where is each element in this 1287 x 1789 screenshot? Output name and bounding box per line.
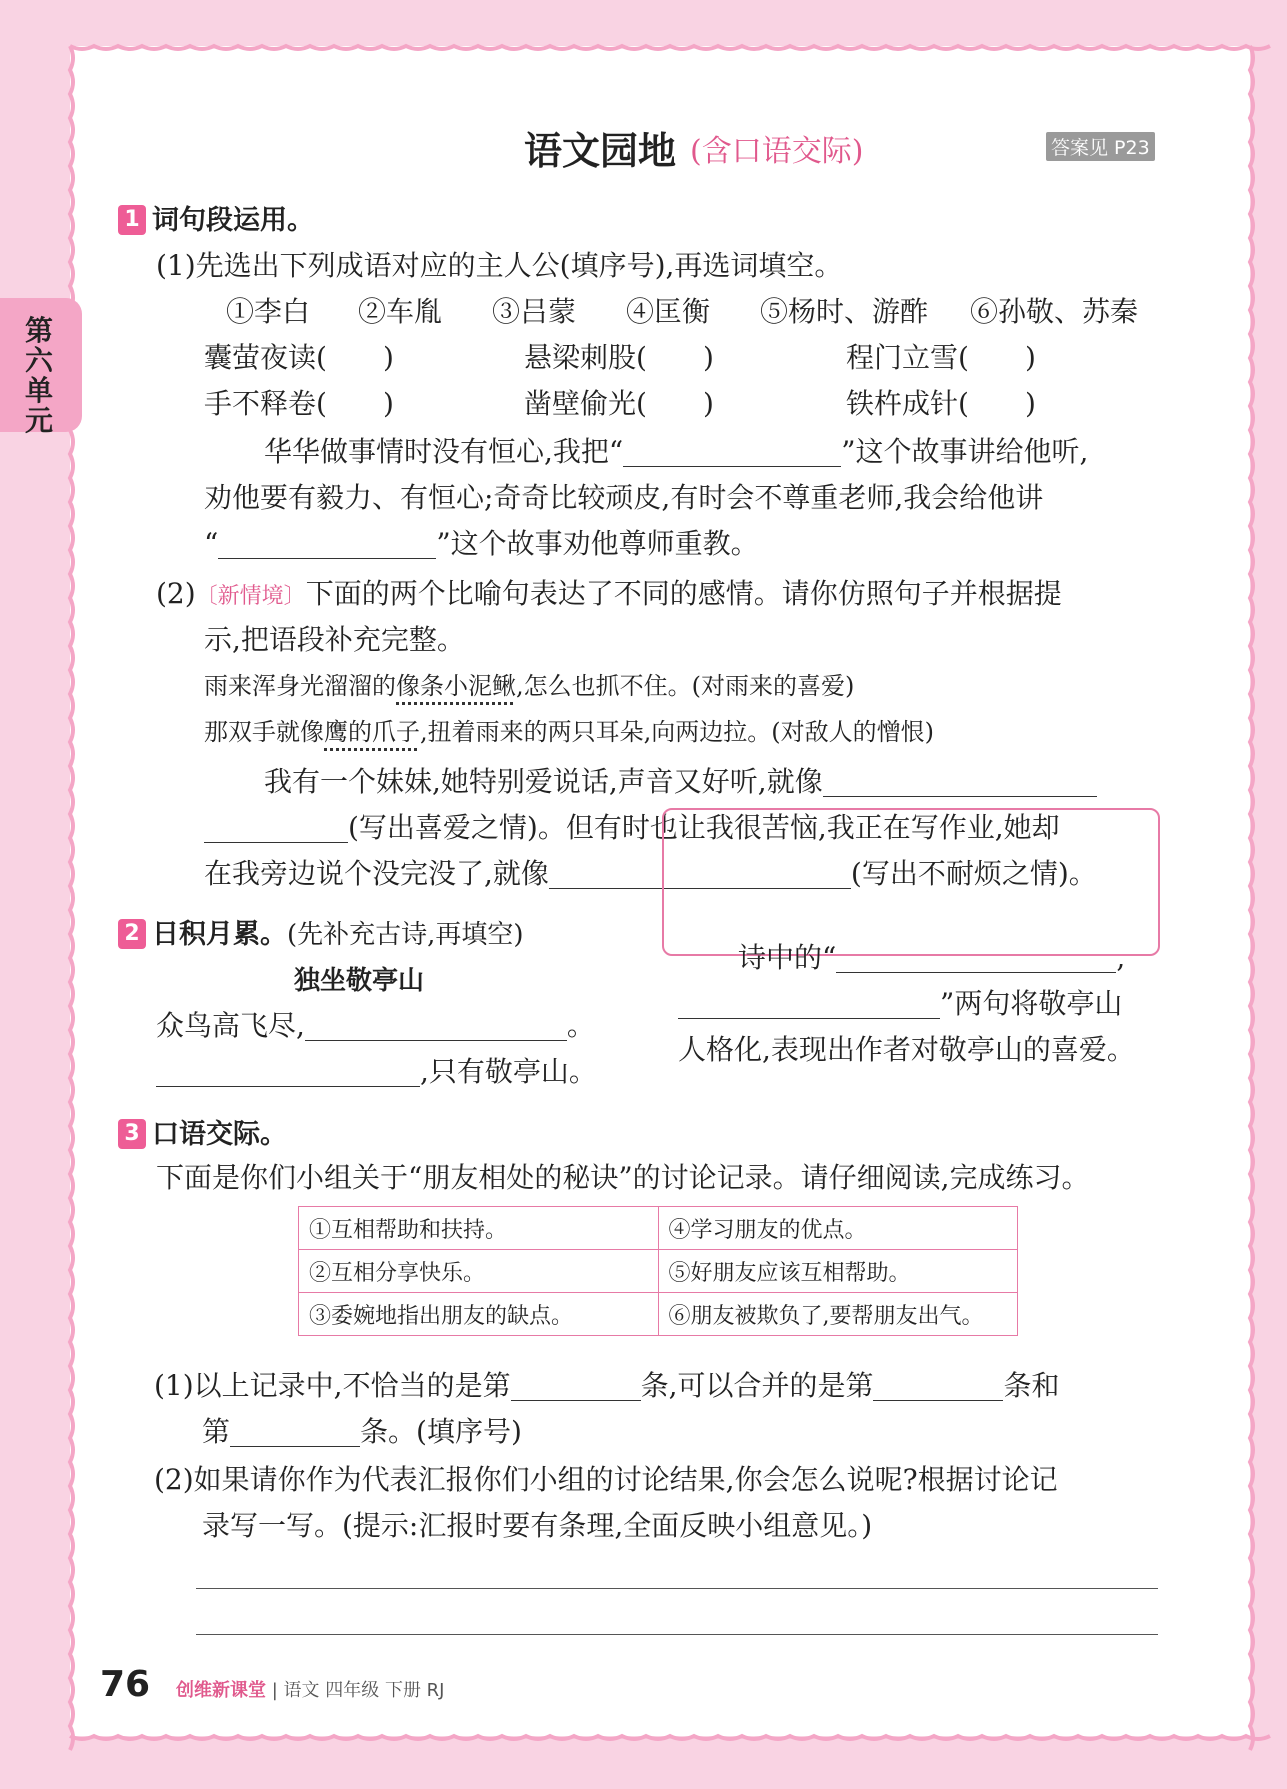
option-6: ⑥孙敬、苏秦: [970, 295, 1139, 328]
answer-paren[interactable]: ( ): [958, 387, 1036, 420]
text-fragment: 那双手就像: [204, 718, 324, 746]
idiom-text: 囊萤夜读: [204, 341, 317, 374]
text-fragment: “: [204, 527, 219, 560]
example-sentence-2: [204, 714, 934, 750]
idiom-row-item: [204, 384, 394, 424]
q3-1-line-1: [154, 1366, 1060, 1406]
section-1-number: 1: [118, 205, 146, 235]
fill-blank[interactable]: [836, 942, 1116, 973]
paragraph-a-line-3: [204, 524, 759, 564]
option-2: ②车胤: [358, 295, 443, 328]
fill-blank[interactable]: [230, 1416, 360, 1447]
poem-question-box: [662, 808, 1160, 956]
option-1: ①李白: [226, 295, 311, 328]
text-fragment: 。: [566, 1009, 595, 1042]
new-context-tag: 〔新情境〕: [195, 584, 306, 609]
poem-box-line-2: [678, 984, 1122, 1024]
paragraph-a-line-2: 劝他要有毅力、有恒心;奇奇比较顽皮,有时会不尊重老师,我会给他讲: [204, 481, 1044, 514]
idiom-text: 程门立雪: [846, 341, 959, 374]
idiom-text: 悬梁刺股: [524, 341, 637, 374]
idiom-row-item: [204, 338, 394, 378]
fill-blank[interactable]: [623, 436, 841, 467]
fill-blank[interactable]: [156, 1056, 420, 1087]
table-row: [299, 1207, 1018, 1250]
option-5: ⑤杨时、游酢: [760, 295, 929, 328]
q3-1-line-2: [202, 1412, 522, 1452]
fill-blank[interactable]: [678, 988, 940, 1019]
table-cell: ③委婉地指出朋友的缺点。: [299, 1293, 659, 1336]
poem-box-line-1: [738, 938, 1125, 978]
page-number: 76: [100, 1664, 151, 1705]
answer-paren[interactable]: ( ): [316, 387, 394, 420]
q1-2-prompt-cont: 示,把语段补充完整。: [204, 623, 465, 656]
table-cell: ⑤好朋友应该互相帮助。: [658, 1250, 1018, 1293]
fill-blank[interactable]: [218, 528, 436, 559]
discussion-record-table: [298, 1206, 1018, 1336]
text-fragment: 下面的两个比喻句表达了不同的感情。请你仿照句子并根据提: [305, 577, 1062, 610]
q1-1-prompt: (1)先选出下列成语对应的主人公(填序号),再选词填空。: [156, 249, 843, 282]
text-fragment: (1)以上记录中,不恰当的是第: [154, 1369, 511, 1402]
text-fragment: 条,可以合并的是第: [640, 1369, 874, 1402]
footer-brand: 创维新课堂: [176, 1680, 266, 1701]
poem-title: 独坐敬亭山: [294, 966, 425, 996]
page-subtitle: (含口语交际): [690, 134, 864, 169]
table-row: [299, 1250, 1018, 1293]
footer-info: 创维新课堂 | 语文 四年级 下册 RJ: [176, 1680, 445, 1701]
text-fragment: 条。(填序号): [360, 1415, 522, 1448]
table-row: [299, 1293, 1018, 1336]
answer-paren[interactable]: ( ): [958, 341, 1036, 374]
text-fragment: 华华做事情时没有恒心,我把“: [264, 435, 624, 468]
fill-blank[interactable]: [305, 1010, 567, 1041]
idiom-text: 凿壁偷光: [524, 387, 637, 420]
idiom-text: 铁杵成针: [846, 387, 959, 420]
dotted-phrase: 鹰的爪子: [324, 718, 420, 746]
text-fragment: ,扭着雨来的两只耳朵,向两边拉。(对敌人的憎恨): [420, 718, 934, 746]
option-4: ④匡衡: [626, 295, 711, 328]
section-1-title: 词句段运用。: [152, 205, 314, 236]
text-fragment: ,只有敬亭山。: [420, 1055, 597, 1088]
section-2-note: (先补充古诗,再填空): [287, 920, 524, 950]
poem-line-1: [156, 1006, 595, 1046]
section-2-heading: [118, 912, 524, 951]
q1-2-prompt: [156, 574, 1062, 617]
text-fragment: ,: [1116, 941, 1126, 974]
unit-label: 第六单元: [24, 314, 53, 437]
text-fragment: ”这个故事讲给他听,: [841, 435, 1089, 468]
page-title: 语文园地: [524, 129, 677, 173]
text-fragment: 雨来浑身光溜溜的: [204, 672, 396, 700]
fill-blank[interactable]: [204, 812, 348, 843]
text-fragment: ”两句将敬亭山: [940, 987, 1123, 1020]
unit-side-tab: [0, 298, 82, 437]
answer-reference-badge: 答案见 P23: [1046, 132, 1155, 161]
question-number: (2): [156, 577, 196, 610]
dotted-phrase: 像条小泥鳅: [396, 672, 516, 700]
text-fragment: 第: [202, 1415, 231, 1448]
q3-2-line-2: 录写一写。(提示:汇报时要有条理,全面反映小组意见。): [202, 1509, 873, 1542]
text-fragment: 在我旁边说个没完没了,就像: [204, 857, 549, 890]
text-fragment: 我有一个妹妹,她特别爱说话,声音又好听,就像: [264, 765, 823, 798]
answer-paren[interactable]: ( ): [316, 341, 394, 374]
table-cell: ⑥朋友被欺负了,要帮朋友出气。: [658, 1293, 1018, 1336]
poem-line-2: [156, 1052, 597, 1092]
text-fragment: (写出喜爱之情)。但有时也让我很苦恼,我正在写作业,她却: [348, 811, 1060, 844]
section-3-number: 3: [118, 1119, 146, 1149]
idiom-text: 手不释卷: [204, 387, 317, 420]
idiom-row-item: [846, 384, 1036, 424]
text-fragment: 众鸟高飞尽,: [156, 1009, 305, 1042]
text-fragment: 诗中的“: [738, 941, 837, 974]
fill-blank[interactable]: [823, 766, 1097, 797]
table-cell: ②互相分享快乐。: [299, 1250, 659, 1293]
text-fragment: ”这个故事劝他尊师重教。: [436, 527, 759, 560]
writing-line[interactable]: [196, 1634, 1158, 1635]
answer-paren[interactable]: ( ): [636, 341, 714, 374]
table-cell: ①互相帮助和扶持。: [299, 1207, 659, 1250]
paragraph-b-line-1: [264, 762, 1097, 802]
section-2-number: 2: [118, 919, 146, 949]
poem-box-line-3: 人格化,表现出作者对敬亭山的喜爱。: [678, 1033, 1135, 1066]
text-fragment: ,怎么也抓不住。(对雨来的喜爱): [516, 672, 855, 700]
example-sentence-1: [204, 668, 854, 704]
footer-text: 语文 四年级 下册 RJ: [283, 1680, 445, 1701]
q3-2-line-1: (2)如果请你作为代表汇报你们小组的讨论结果,你会怎么说呢?根据讨论记: [154, 1463, 1058, 1496]
writing-line[interactable]: [196, 1588, 1158, 1589]
section-3-heading: [118, 1112, 287, 1151]
option-3: ③吕蒙: [492, 295, 577, 328]
text-fragment: (写出不耐烦之情)。: [850, 857, 1097, 890]
table-cell: ④学习朋友的优点。: [658, 1207, 1018, 1250]
section-3-intro: 下面是你们小组关于“朋友相处的秘诀”的讨论记录。请仔细阅读,完成练习。: [156, 1161, 1090, 1194]
idiom-row-item: [524, 338, 714, 378]
section-3-title: 口语交际。: [152, 1119, 287, 1150]
text-fragment: 条和: [1003, 1369, 1060, 1402]
section-1-heading: [118, 198, 314, 237]
fill-blank[interactable]: [873, 1370, 1003, 1401]
paragraph-a-line-1: [264, 432, 1088, 472]
section-2-title: 日积月累。: [152, 919, 287, 950]
fill-blank[interactable]: [511, 1370, 641, 1401]
idiom-row-item: [524, 384, 714, 424]
idiom-row-item: [846, 338, 1036, 378]
answer-paren[interactable]: ( ): [636, 387, 714, 420]
